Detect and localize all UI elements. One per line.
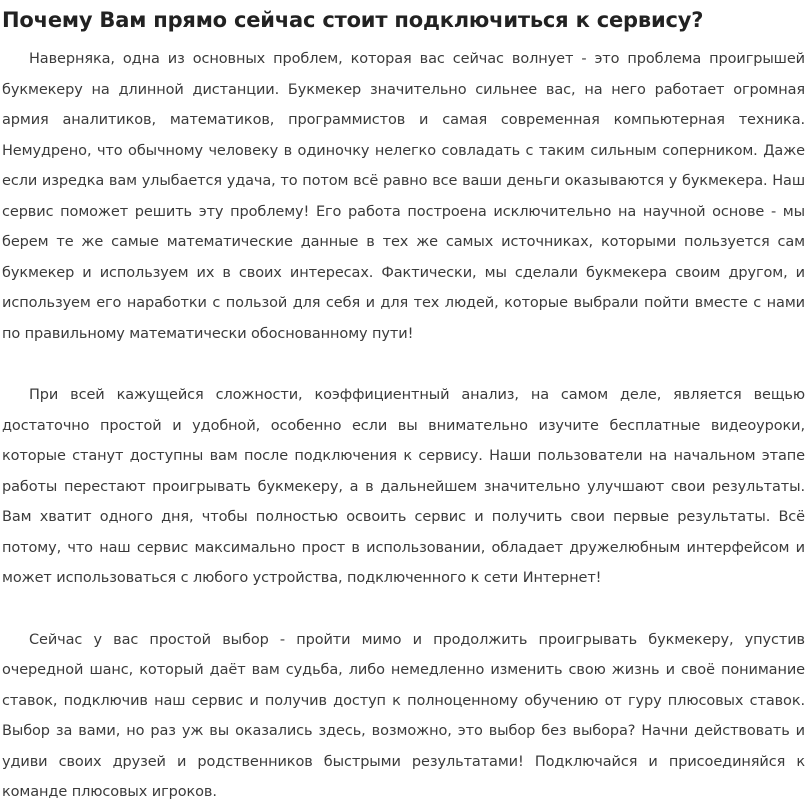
article-title: Почему Вам прямо сейчас стоит подключиться к сервису? [2, 8, 704, 32]
article-paragraph-2: При всей кажущейся сложности, коэффициентный анализ, на самом деле, является вещью достаточно простой и удобной, особенно если вы внимательно изучите бесплатные видеоуроки, которые станут доступны вам после подключения к сервису. Наши пользователи на начальном этапе работы перестают проигрывать букмекеру, а в дальнейшем значительно улучшают свои результаты. Вам хватит одного дня, чтобы полностью освоить сервис и получить свои первые результаты. Всё потому, что наш сервис максимально прост в использовании, обладает дружелюбным интерфейсом и может использоваться с любого устройства, подключенного к сети Интернет! [2, 387, 805, 586]
article-paragraph-3: Сейчас у вас простой выбор - пройти мимо и продолжить проигрывать букмекеру, упустив очередной шанс, который даёт вам судьба, либо немедленно изменить свою жизнь и своё понимание ставок, подключив наш сервис и получив доступ к полноценному обучению от гуру плюсовых ставок. Выбор за вами, но раз уж вы оказались здесь, возможно, это выбор без выбора? Начни действовать и удиви своих друзей и родственников быстрыми результатами! Подключайся и присоединяйся к команде плюсовых игроков. [2, 631, 805, 800]
article-paragraph-1: Наверняка, одна из основных проблем, которая вас сейчас волнует - это проблема проигрышей букмекеру на длинной дистанции. Букмекер значительно сильнее вас, на него работает огромная армия аналитиков, математиков, программистов и самая современная компьютерная техника. Немудрено, что обычному человеку в одиночку нелегко совладать с таким сильным соперником. Даже если изредка вам улыбается удача, то потом всё равно все ваши деньги оказываются у букмекера. Наш сервис поможет решить эту проблему! Его работа построена исключительно на научной основе - мы берем те же самые математические данные в тех же самых источниках, которыми пользуется сам букмекер и используем их в своих интересах. Фактически, мы сделали букмекера своим другом, и используем его наработки с пользой для себя и для тех людей, которые выбрали пойти вместе с нами по правильному математически обоснованному пути! [2, 51, 805, 342]
